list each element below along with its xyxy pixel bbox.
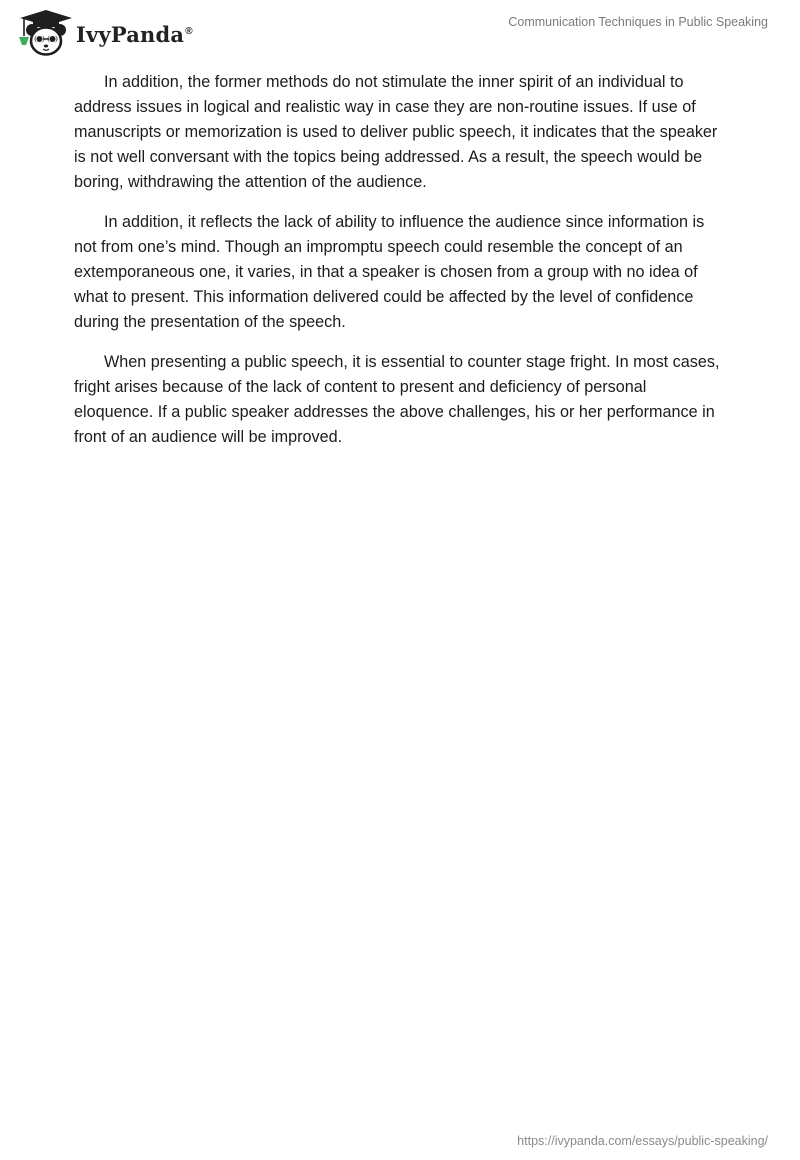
paragraph: In addition, the former methods do not stimulate the inner spirit of an individual to address issues in logical and realistic way in case they are non-routine issues. If use of manuscripts or memorization is used to deliver public speech, it indicates that the speaker is not well conversant with the topics being addressed. As a result, the speech would be boring, withdrawing the attention of the audience. [74,73,718,191]
brand-logo[interactable] [16,9,193,57]
page-header [0,0,800,64]
brand-name: IvyPanda® [76,21,193,47]
panda-graduate-icon [16,9,74,57]
registered-mark: ® [185,25,193,37]
source-url[interactable]: https://ivypanda.com/essays/public-speaking/ [517,1134,768,1148]
essay-body [74,70,726,465]
paragraph: In addition, it reflects the lack of ability to influence the audience since information is not from one’s mind. Though an impromptu speech could resemble the concept of an extemporaneous one, it varies, in that a speaker is chosen from a group with no idea of what to present. This information delivered could be affected by the level of confidence during the presentation of the speech. [74,213,705,331]
paragraph: When presenting a public speech, it is essential to counter stage fright. In most cases, fright arises because of the lack of content to present and deficiency of personal eloquence. If a public speaker addresses the above challenges, his or her performance in front of an audience will be improved. [74,353,720,446]
document-title: Communication Techniques in Public Speaking [508,15,768,29]
